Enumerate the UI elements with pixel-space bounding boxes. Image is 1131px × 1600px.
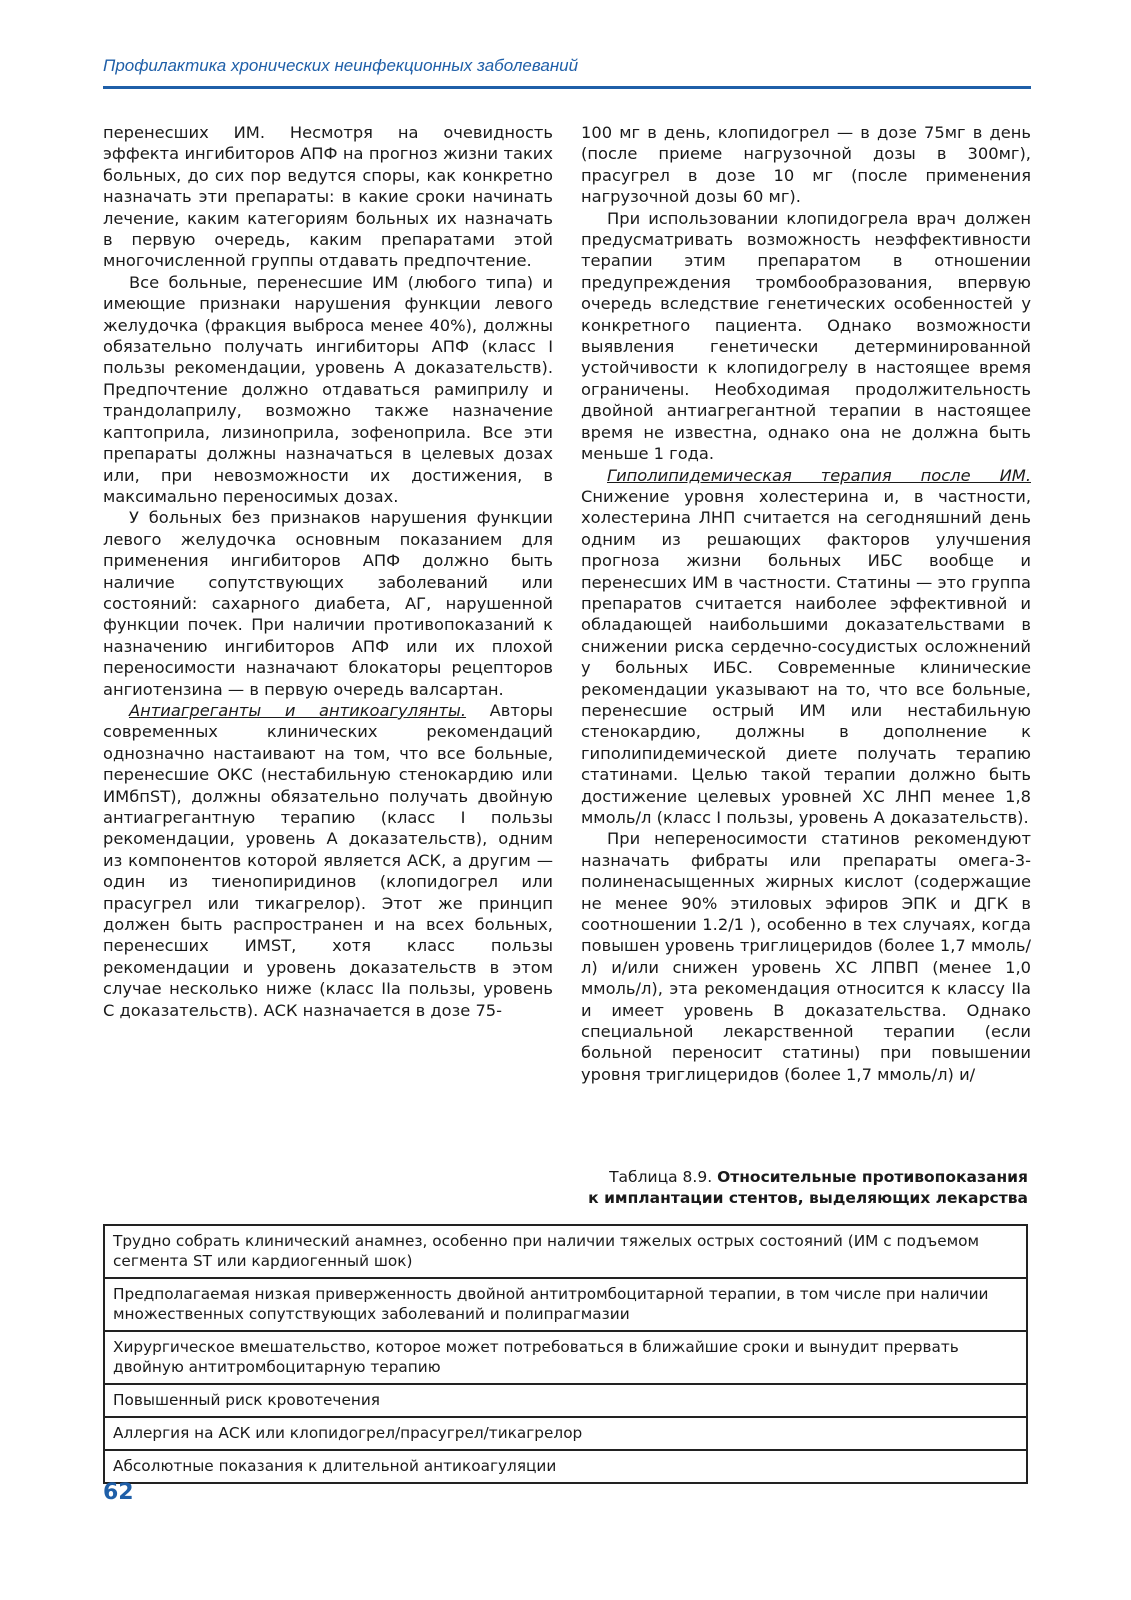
paragraph: При непереносимости статинов рекомендуют назначать фибраты или препараты омега-3-полиненасыщенных жирных кислот (содержащие не менее 90% этиловых эфиров ЭПК и ДГК в соотношении 1.2/1 ), особенно в тех случаях, когда повышен уровень триглицеридов (более 1,7 ммоль/л) и/или снижен уровень ХС ЛПВП (менее 1,0 ммоль/л), эта рекомендация относится к классу IIa и имеет уровень В доказательства. Однако специальной лекарственной терапии (если больной переносит статины) при повышении уровня триглицеридов (более 1,7 ммоль/л) и/ <box>581 829 1031 1084</box>
table-row <box>104 1225 1027 1278</box>
table-cell: Абсолютные показания к длительной антикоагуляции <box>104 1450 1027 1483</box>
paragraph-text: Снижение уровня холестерина и, в частности, холестерина ЛНП считается на сегодняшний день одним из решающих факторов улучшения прогноза жизни больных ИБС вообще и перенесших ИМ в частности. Статины — это группа препаратов считается наиболее эффективной и обладающей наибольшими доказательствами в снижении риска сердечно-сосудистых осложнений у больных ИБС. Современные клинические рекомендации указывают на то, что все больные, перенесшие острый ИМ или нестабильную стенокардию, должны в дополнение к гиполипидемической диете получать терапию статинами. Целью такой терапии должно быть достижение целевых уровней ХС ЛНП менее 1,8 ммоль/л (класс I пользы, уровень А доказательств). <box>581 486 1031 827</box>
page-number: 62 <box>103 1480 134 1505</box>
contraindications-table <box>103 1224 1028 1484</box>
table-cell: Повышенный риск кровотечения <box>104 1384 1027 1417</box>
paragraph: перенесших ИМ. Несмотря на очевидность эффекта ингибиторов АПФ на прогноз жизни таких больных, до сих пор ведутся споры, как конкретно назначать эти препараты: в какие сроки начинать лечение, каким категориям больных их назначать в первую очередь, каким препаратами этой многочисленной группы отдавать предпочтение. <box>103 123 553 271</box>
paragraph-text: Авторы современных клинических рекомендаций однозначно настаивают на том, что все больные, перенесшие ОКС (нестабильную стенокардию или ИМбпST), должны обязательно получать двойную антиагрегантную терапию (класс I пользы рекомендации, уровень А доказательств), одним из компонентов которой является АСК, а другим — один из тиенопиридинов (клопидогрел или прасугрел или тикагрелор). Этот же принцип должен быть распространен и на всех больных, перенесших ИМST, хотя класс пользы рекомендации и уровень доказательств в этом случае несколько ниже (класс IIa пользы, уровень С доказательств). АСК назначается в дозе 75- <box>103 700 553 1020</box>
table-cell: Трудно собрать клинический анамнез, особенно при наличии тяжелых острых состояний (ИМ с подъемом сегмента ST или кардиогенный шок) <box>104 1225 1027 1278</box>
table-caption <box>400 1167 1028 1209</box>
table-cell: Хирургическое вмешательство, которое может потребоваться в ближайшие сроки и вынудит прервать двойную антитромбоцитарную терапию <box>104 1331 1027 1384</box>
right-column <box>581 122 1031 1085</box>
table-row <box>104 1450 1027 1483</box>
header-rule <box>103 86 1031 89</box>
paragraph <box>581 465 1031 829</box>
section-heading: Гиполипидемическая терапия после ИМ. <box>607 465 1031 485</box>
table-caption-title: к имплантации стентов, выделяющих лекарства <box>588 1189 1028 1207</box>
paragraph: При использовании клопидогрела врач должен предусматривать возможность неэффективности терапии этим препаратом в отношении предупреждения тромбообразования, впервую очередь вследствие генетических особенностей у конкретного пациента. Однако возможности выявления генетически детерминированной устойчивости к клопидогрелу в настоящее время ограничены. Необходимая продолжительность двойной антиагрегантной терапии в настоящее время не известна, однако она не должна быть меньше 1 года. <box>581 208 1031 464</box>
running-head: Профилактика хронических неинфекционных заболеваний <box>103 56 579 75</box>
table-row <box>104 1384 1027 1417</box>
table-cell: Аллергия на АСК или клопидогрел/прасугрел/тикагрелор <box>104 1417 1027 1450</box>
paragraph: Все больные, перенесшие ИМ (любого типа) и имеющие признаки нарушения функции левого желудочка (фракция выброса менее 40%), должны обязательно получать ингибиторы АПФ (класс I пользы рекомендации, уровень А доказательств). Предпочтение должно отдаваться рамиприлу и трандолаприлу, возможно также назначение каптоприла, лизиноприла, зофеноприла. Все эти препараты должны назначаться в целевых дозах или, при невозможности их достижения, в максимально переносимых дозах. <box>103 272 553 506</box>
table-caption-title: Относительные противопоказания <box>717 1168 1028 1186</box>
table-row <box>104 1331 1027 1384</box>
table-row <box>104 1417 1027 1450</box>
table-caption-prefix: Таблица 8.9. <box>609 1168 718 1186</box>
table-cell: Предполагаемая низкая приверженность двойной антитромбоцитарной терапии, в том числе при наличии множественных сопутствующих заболеваний и полипрагмазии <box>104 1278 1027 1331</box>
table-row <box>104 1278 1027 1331</box>
section-heading: Антиагреганты и антикоагулянты. <box>129 700 467 720</box>
paragraph: У больных без признаков нарушения функции левого желудочка основным показанием для применения ингибиторов АПФ должно быть наличие сопутствующих заболеваний или состояний: сахарного диабета, АГ, нарушенной функции почек. При наличии противопоказаний к назначению ингибиторов АПФ или их плохой переносимости назначают блокаторы рецепторов ангиотензина — в первую очередь валсартан. <box>103 508 553 699</box>
paragraph <box>103 700 553 1021</box>
paragraph: 100 мг в день, клопидогрел — в дозе 75мг в день (после приеме нагрузочной дозы в 300мг), прасугрел в дозе 10 мг (после применения нагрузочной дозы 60 мг). <box>581 123 1031 207</box>
left-column <box>103 122 553 1021</box>
